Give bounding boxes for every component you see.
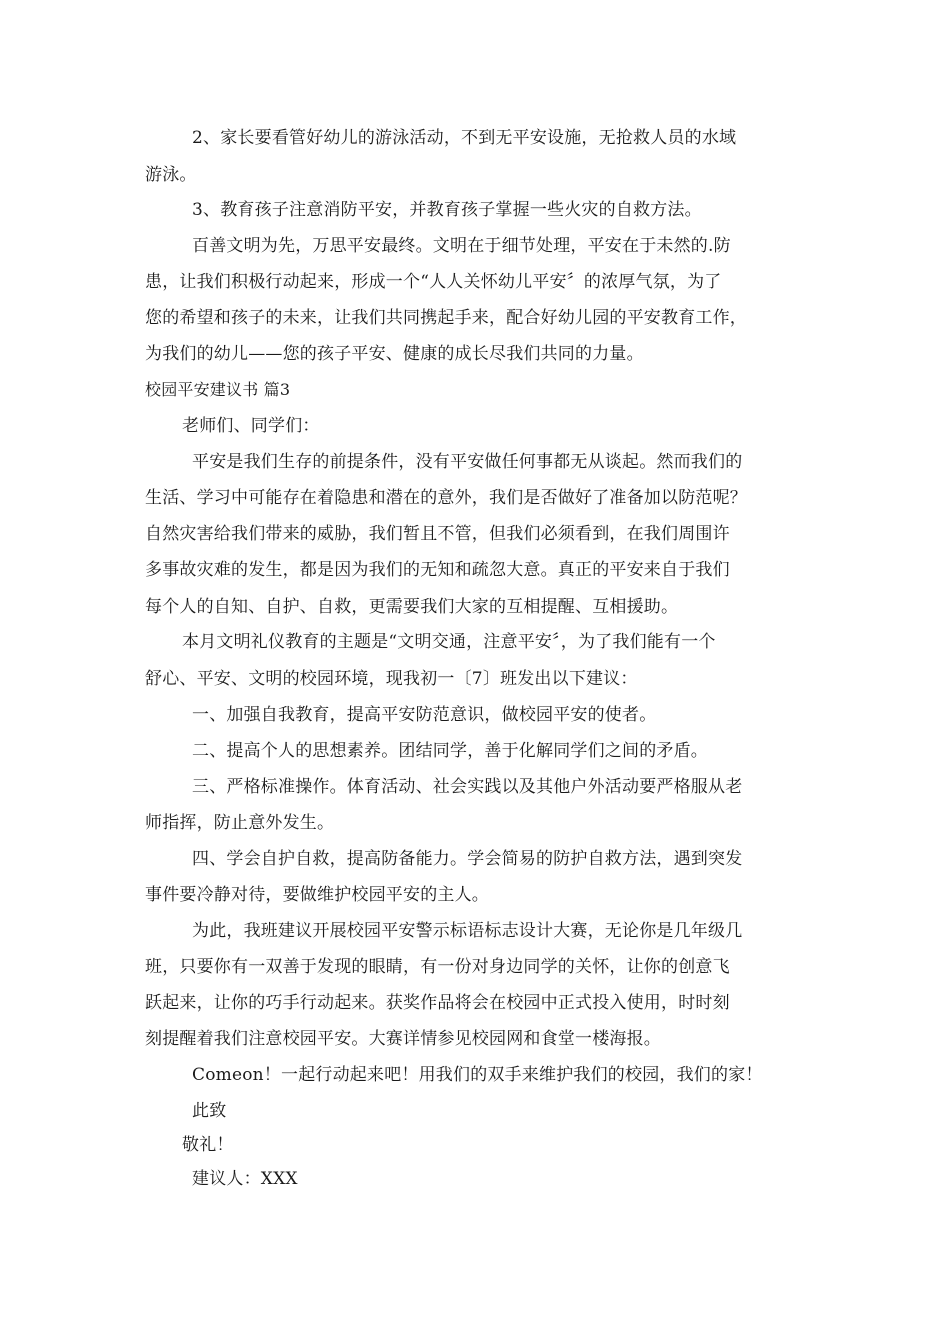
paragraph-line: 患，让我们积极行动起来，形成一个“人人关怀幼儿平安〞的浓厚气氛，为了 xyxy=(145,272,722,292)
paragraph-line: 2、家长要看管好幼儿的游泳活动，不到无平安设施，无抢救人员的水域 xyxy=(192,128,737,148)
signature-line: 建议人：XXX xyxy=(192,1169,298,1189)
paragraph-line: 刻提醒着我们注意校园平安。大赛详情参见校园网和食堂一楼海报。 xyxy=(145,1029,661,1049)
closing-line: 此致 xyxy=(192,1101,227,1121)
paragraph-line: 百善文明为先，万思平安最终。文明在于细节处理，平安在于未然的.防 xyxy=(192,236,731,256)
list-item: 四、学会自护自救，提高防备能力。学会简易的防护自救方法，遇到突发 xyxy=(192,849,743,869)
paragraph-line: 舒心、平安、文明的校园环境，现我初一〔7〕班发出以下建议： xyxy=(145,669,638,689)
section-heading: 校园平安建议书 篇3 xyxy=(145,380,291,399)
paragraph-line: 跃起来，让你的巧手行动起来。获奖作品将会在校园中正式投入使用，时时刻 xyxy=(145,993,730,1013)
paragraph-line: 事件要冷静对待，要做维护校园平安的主人。 xyxy=(145,885,489,905)
closing-line: 敬礼！ xyxy=(182,1135,234,1155)
paragraph-line: 师指挥，防止意外发生。 xyxy=(145,813,335,833)
list-item: 三、严格标准操作。体育活动、社会实践以及其他户外活动要严格服从老 xyxy=(192,777,743,797)
paragraph-line: 为此，我班建议开展校园平安警示标语标志设计大赛，无论你是几年级几 xyxy=(192,921,743,941)
paragraph-line: 为我们的幼儿——您的孩子平安、健康的成长尽我们共同的力量。 xyxy=(145,344,644,364)
paragraph-line: 3、教育孩子注意消防平安，并教育孩子掌握一些火灾的自救方法。 xyxy=(192,200,702,220)
list-item: 一、加强自我教育，提高平安防范意识，做校园平安的使者。 xyxy=(192,705,657,725)
paragraph-line: 生活、学习中可能存在着隐患和潜在的意外，我们是否做好了准备加以防范呢？ xyxy=(145,488,747,508)
paragraph-line: 班，只要你有一双善于发现的眼睛，有一份对身边同学的关怀，让你的创意飞 xyxy=(145,957,730,977)
paragraph-line: 自然灾害给我们带来的威胁，我们暂且不管，但我们必须看到，在我们周围许 xyxy=(145,524,730,544)
paragraph-line: 本月文明礼仪教育的主题是“文明交通，注意平安〞，为了我们能有一个 xyxy=(182,632,716,652)
paragraph-line: 多事故灾难的发生，都是因为我们的无知和疏忽大意。真正的平安来自于我们 xyxy=(145,560,730,580)
list-item: 二、提高个人的思想素养。团结同学，善于化解同学们之间的矛盾。 xyxy=(192,741,708,761)
paragraph-line: 您的希望和孩子的未来，让我们共同携起手来，配合好幼儿园的平安教育工作， xyxy=(145,308,747,328)
paragraph-line: 游泳。 xyxy=(145,165,197,185)
paragraph-line: 每个人的自知、自护、自救，更需要我们大家的互相提醒、互相援助。 xyxy=(145,597,679,617)
paragraph-line: 平安是我们生存的前提条件，没有平安做任何事都无从谈起。然而我们的 xyxy=(192,452,743,472)
paragraph-line: Comeon！一起行动起来吧！用我们的双手来维护我们的校园，我们的家！ xyxy=(192,1065,763,1085)
salutation: 老师们、同学们： xyxy=(182,416,320,436)
